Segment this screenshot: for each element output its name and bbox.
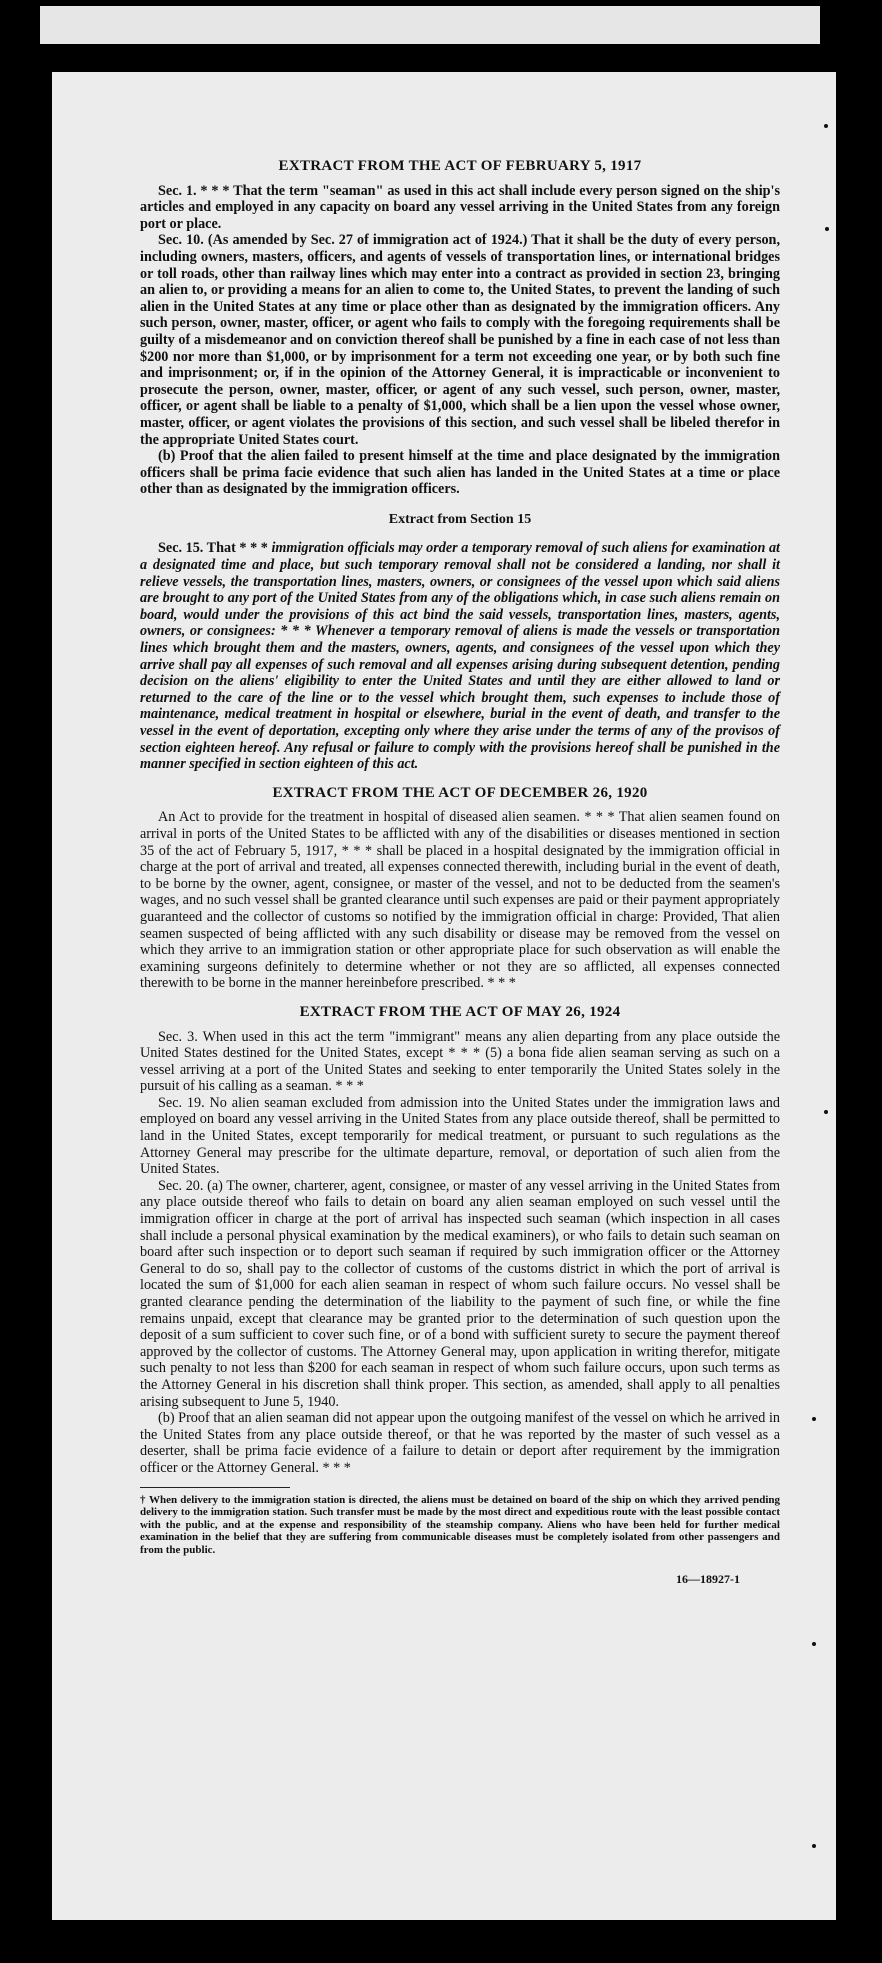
heading-dec-1920: EXTRACT FROM THE ACT OF DECEMBER 26, 1920 <box>272 784 648 801</box>
section-1-label: Sec. 1. * * * <box>158 182 230 199</box>
section-15-paragraph <box>140 540 780 772</box>
section-20a-paragraph: Sec. 20. (a) The owner, charterer, agent, consignee, or master of any vessel arriving in the United States from any place outside thereof who fails to detain on board any alien seaman employed on such vessel until the immigration officer in charge at the port of arrival has inspected such seaman (which inspection in all cases shall include a personal physical examination by the medical examiners), or who fails to detain such seaman on board after such inspection or to deport such seaman if required by such immigration officer or the Attorney General to do so, shall pay to the collector of customs of the customs district in which the port of arrival is located the sum of $1,000 for each alien seaman in respect of whom such failure occurs. No vessel shall be granted clearance pending the determination of the liability to the payment of such fine, or while the fine remains unpaid, except that clearance may be granted prior to the determination of such question upon the deposit of a sum sufficient to cover such fine, or of a bond with sufficient surety to secure the payment thereof approved by the collector of customs. The Attorney General may, upon application in writing therefor, mitigate such penalty to not less than $200 for each seaman in respect of whom such failure occurs, upon such terms as the Attorney General in his discretion shall think proper. This section, as amended, shall apply to all penalties arising subsequent to June 5, 1940. <box>140 1177 780 1410</box>
margin-dot <box>812 1642 816 1646</box>
margin-dot <box>824 124 828 128</box>
section-15-text: immigration officials may order a temporary removal of such aliens for examination at a designated time and place, but such temporary removal shall not be considered a landing, nor shall it relieve vessels, the transportation lines, masters, owners, or consignees of the vessel upon which said aliens are brought to any port of the United States from any of the obligations which, in case such aliens remain on board, would under the provisions of this act bind the said vessels, transportation lines, masters, agents, owners, or consignees: * * * Whenever a temporary removal of aliens is made the vessels or transportation lines which brought them and the masters, owners, agents, and consignees of the vessel upon which they arrive shall pay all expenses of such removal and all expenses arising during subsequent detention, pending decision on the aliens' eligibility to enter the United States and until they are either allowed to land or returned to the care of the line or to the vessel which brought them, such expenses to include those of maintenance, medical treatment in hospital or elsewhere, burial in the event of death, and transfer to the vessel in the event of deportation, excepting only where they arise under the terms of any of the provisos of section eighteen hereof. Any refusal or failure to comply with the provisions hereof shall be punished in the manner specified in section eighteen of this act. <box>140 540 780 773</box>
scanner-top-strip <box>40 6 820 44</box>
heading-section-15: Extract from Section 15 <box>388 511 532 527</box>
heading-may-1924: EXTRACT FROM THE ACT OF MAY 26, 1924 <box>299 1003 621 1020</box>
form-number: 16—18927-1 <box>676 1571 740 1586</box>
document-text <box>140 158 780 1587</box>
heading-feb-1917: EXTRACT FROM THE ACT OF FEBRUARY 5, 1917 <box>278 158 642 174</box>
margin-dot <box>812 1417 816 1421</box>
section-1-text: That the term "seaman" as used in this act shall include every person signed on the ship's articles and employed in any capacity on board any vessel arriving in the United States from any foreign port or place. <box>140 182 780 232</box>
margin-dot <box>812 1844 816 1848</box>
footnote-rule <box>140 1487 290 1488</box>
section-19-paragraph: Sec. 19. No alien seaman excluded from admission into the United States under the immigration laws and employed on board any vessel arriving in the United States from any place outside thereof, shall be permitted to land in the United States, except temporarily for medical treatment, or pursuant to such regulations as the Attorney General may prescribe for the ultimate departure, removal, or deportation of such alien from the United States. <box>140 1094 780 1178</box>
section-10b-paragraph: (b) Proof that the alien failed to present himself at the time and place designated by the immigration officers shall be prima facie evidence that such alien has landed in the United States at a time or place other than as designated by the immigration officers. <box>140 448 780 498</box>
section-10-paragraph: Sec. 10. (As amended by Sec. 27 of immigration act of 1924.) That it shall be the duty of every person, including owners, masters, officers, and agents of vessels of transportation lines, or international bridges or toll roads, other than railway lines which may enter into a contract as provided in section 23, bringing an alien to, or providing a means for an alien to come to, the United States, to prevent the landing of such alien in the United States at any time or place other than as designated by the immigration officers. Any such person, owner, master, officer, or agent who fails to comply with the foregoing requirements shall be guilty of a misdemeanor and on conviction thereof shall be punished by a fine in each case of not less than $200 nor more than $1,000, or by imprisonment for a term not exceeding one year, or by both such fine and imprisonment; or, if in the opinion of the Attorney General, it is impracticable or inconvenient to prosecute the person, owner, master, officer, or agent of any such vessel, such person, owner, master, officer, or agent shall be liable to a penalty of $1,000, which shall be a lien upon the vessel whose owner, master, officer, or agent violates the provisions of this section, and such vessel shall be libeled therefor in the appropriate United States court. <box>140 232 780 448</box>
section-3-paragraph: Sec. 3. When used in this act the term "immigrant" means any alien departing from any place outside the United States destined for the United States, except * * * (5) a bona fide alien seaman serving as such on a vessel arriving at a port of the United States and seeking to enter temporarily the United States solely in the pursuit of his calling as a seaman. * * * <box>140 1028 780 1095</box>
section-20b-paragraph: (b) Proof that an alien seaman did not appear upon the outgoing manifest of the vessel on which he arrived in the United States from any place outside thereof, or that he was reported by the master of such vessel as a deserter, shall be prima facie evidence of a failure to detain or deport after requirement by the immigration officer or the Attorney General. * * * <box>140 1410 780 1476</box>
margin-dot <box>824 1110 828 1114</box>
section-1-paragraph <box>140 183 780 233</box>
footnote: † When delivery to the immigration station is directed, the aliens must be detained on board of the ship on which they arrived pending delivery to the immigration station. Such transfer must be made by the most direct and expeditious route with the least possible contact with the public, and at the expense and responsibility of the steamship company. Aliens who have been held for further medical examination in the belief that they are suffering from communicable diseases must be completely isolated from other passengers and from the public. <box>140 1493 780 1556</box>
section-15-lead: Sec. 15. That * * * <box>158 540 268 557</box>
margin-dot <box>825 227 829 231</box>
dec-1920-paragraph: An Act to provide for the treatment in hospital of diseased alien seamen. * * * That alien seamen found on arrival in ports of the United States to be afflicted with any of the disabilities or diseases mentioned in section 35 of the act of February 5, 1917, * * * shall be placed in a hospital designated by the immigration official in charge at the port of arrival and treated, all expenses connected therewith, including burial in the event of death, to be borne by the owner, agent, consignee, or master of the vessel, and not to be deducted from the seamen's wages, and no such vessel shall be granted clearance until such expenses are paid or their payment appropriately guaranteed and the collector of customs so notified by the immigration official in charge: Provided, That alien seamen suspected of being afflicted with any such disability or disease may be removed from the vessel on which they arrive to an immigration station or other appropriate place for such observation as will enable the examining surgeons definitely to determine whether or not they are so afflicted, all expenses connected therewith to be borne in the manner hereinbefore prescribed. * * * <box>140 809 780 992</box>
